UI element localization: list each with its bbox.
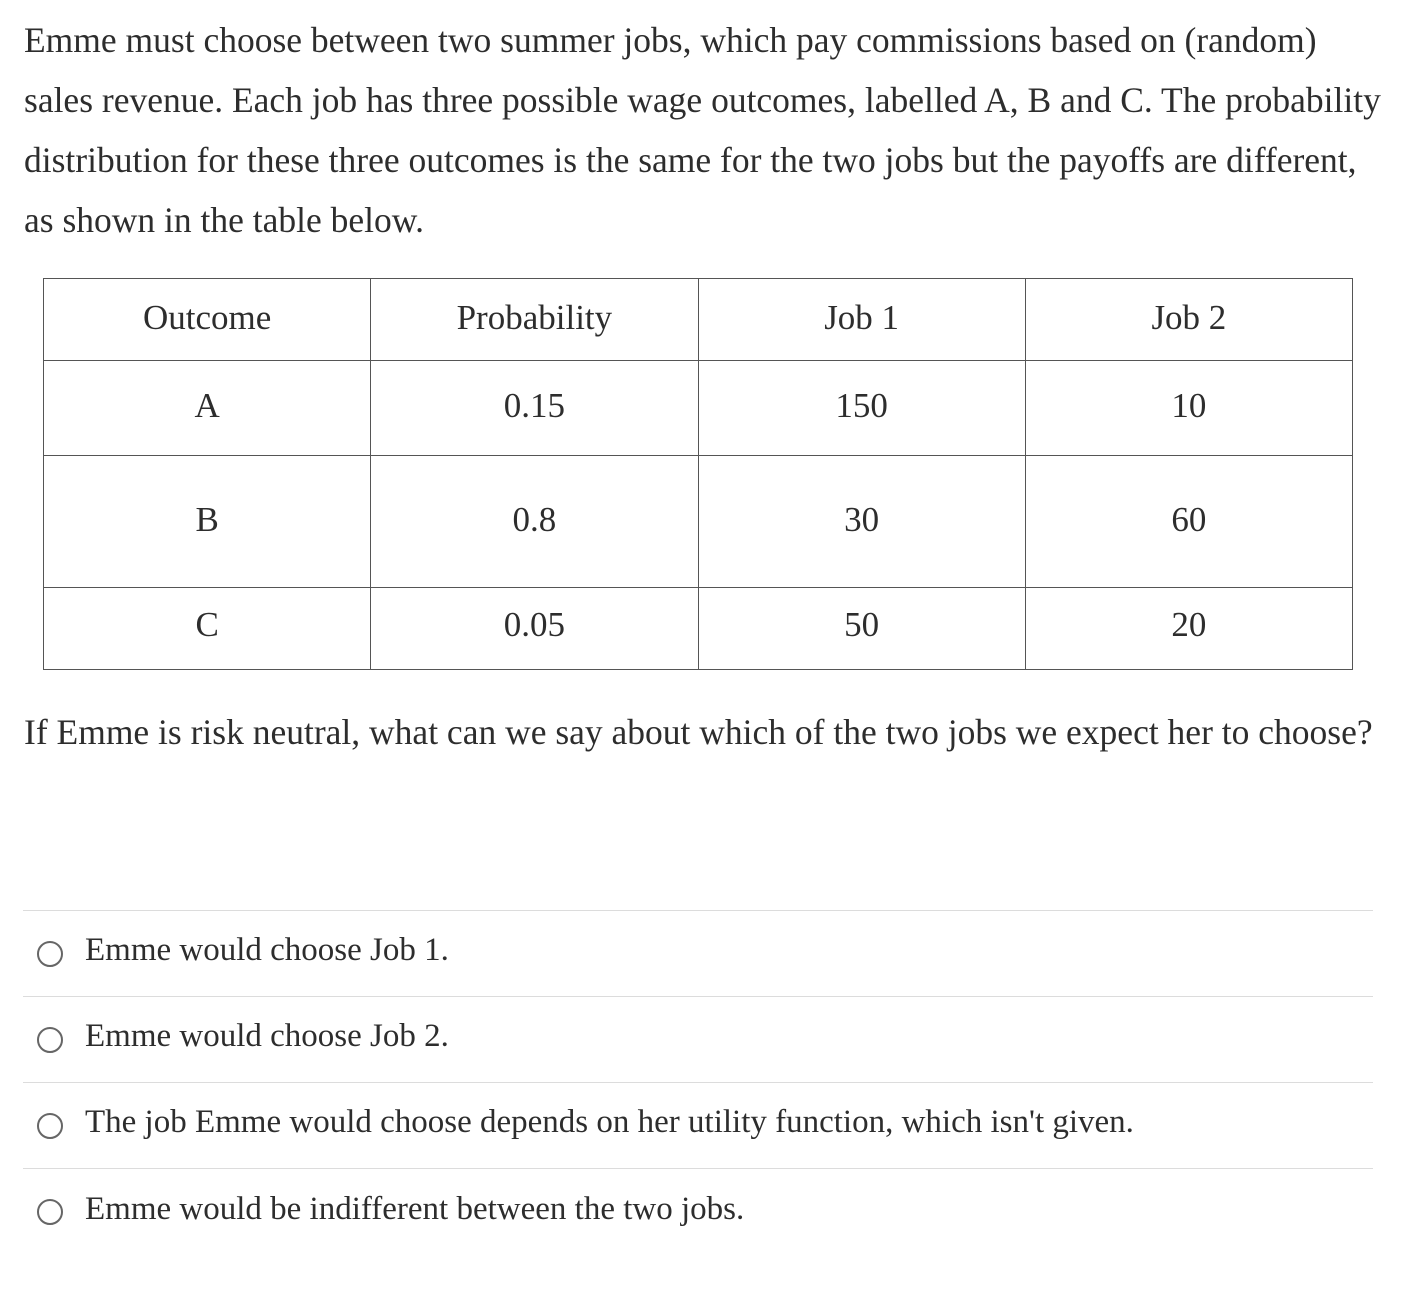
header-probability: Probability [371,279,698,361]
cell-outcome: B [44,456,371,588]
cell-probability: 0.8 [371,456,698,588]
answer-option-job-1[interactable] [23,911,1373,997]
table-row [44,361,1353,456]
table-header-row [44,279,1353,361]
radio-button[interactable] [37,1113,63,1139]
question-intro: Emme must choose between two summer jobs, which pay commissions based on (random) sales revenue. Each job has three possible wage outcomes, labelled A, B and C. The probability distribution for these three outcomes is the same for the two jobs but the payoffs are different, as shown in the table below. [24,20,1381,240]
cell-probability: 0.15 [371,361,698,456]
payoff-table [43,278,1353,670]
cell-outcome: C [44,588,371,670]
cell-job-2: 10 [1025,361,1352,456]
table-row [44,456,1353,588]
header-job-1: Job 1 [698,279,1025,361]
table-row [44,588,1353,670]
answer-option-indifferent[interactable] [23,1169,1373,1255]
cell-outcome: A [44,361,371,456]
radio-button[interactable] [37,941,63,967]
cell-job-1: 30 [698,456,1025,588]
option-label: Emme would be indifferent between the two jobs. [85,1190,745,1227]
option-label: Emme would choose Job 1. [85,932,449,968]
cell-job-2: 60 [1025,456,1352,588]
cell-job-1: 50 [698,588,1025,670]
radio-button[interactable] [37,1199,63,1225]
header-job-2: Job 2 [1025,279,1352,361]
radio-button[interactable] [37,1027,63,1053]
option-label: The job Emme would choose depends on her utility function, which isn't given. [85,1104,1134,1140]
answer-options [23,910,1373,1255]
cell-job-1: 150 [698,361,1025,456]
answer-option-job-2[interactable] [23,997,1373,1083]
option-label: Emme would choose Job 2. [85,1018,449,1054]
question-prompt: If Emme is risk neutral, what can we say about which of the two jobs we expect her to choose? [24,712,1373,752]
cell-probability: 0.05 [371,588,698,670]
answer-option-depends-utility[interactable] [23,1083,1373,1169]
cell-job-2: 20 [1025,588,1352,670]
header-outcome: Outcome [44,279,371,361]
